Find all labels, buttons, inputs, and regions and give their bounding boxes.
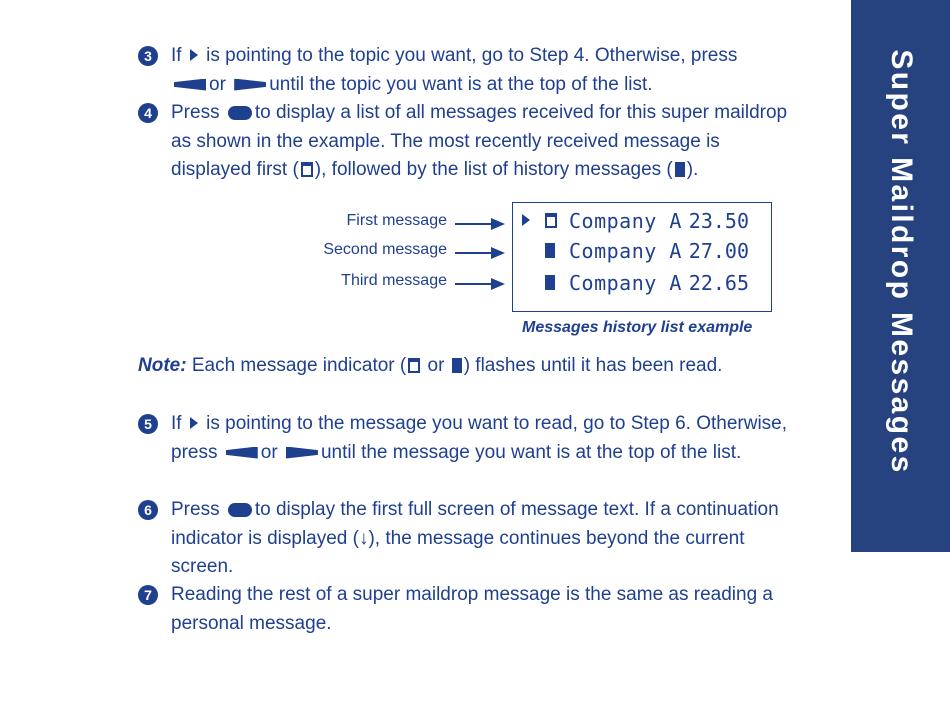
history-message-indicator-icon — [545, 275, 555, 290]
section-title: Super Maildrop Messages — [884, 49, 918, 475]
message-row — [513, 207, 771, 235]
step-text: until the topic you want is at the top of the list. — [269, 73, 653, 95]
example-label-second: Second message — [323, 241, 447, 258]
new-message-indicator-icon — [545, 213, 557, 228]
step-text: until the message you want is at the top of the list. — [320, 441, 742, 463]
select-key-icon — [228, 106, 252, 120]
section-side-tab — [851, 0, 950, 552]
history-message-indicator-icon — [675, 162, 685, 177]
display-screen — [512, 202, 772, 312]
note-text: ) flashes until it has been read. — [463, 355, 723, 376]
step-4 — [138, 99, 801, 185]
arrow-icon — [455, 283, 503, 285]
arrow-icon — [455, 252, 503, 254]
step-number: 5 — [138, 414, 158, 434]
step-number: 6 — [138, 500, 158, 520]
step-5 — [138, 410, 801, 467]
new-message-indicator-icon — [408, 358, 420, 373]
arrow-icon — [455, 223, 503, 225]
step-text: ), followed by the list of history messages ( — [314, 159, 673, 180]
step-text: Press — [171, 102, 225, 123]
step-3 — [138, 42, 801, 99]
note-text: or — [422, 355, 450, 376]
note-label: Note: — [138, 355, 187, 376]
scroll-down-key-icon — [234, 79, 266, 91]
message-row — [513, 269, 771, 297]
pointer-icon — [190, 49, 198, 61]
example-label-third: Third message — [341, 272, 447, 289]
step-text: to display the first full screen of message text. If a continuation indicator is displayed (↓), the message continues beyond the current screen. — [171, 499, 779, 577]
message-value: 22.65 — [688, 271, 749, 295]
step-text: or — [209, 73, 232, 95]
step-text: If — [171, 413, 187, 434]
example-label-first: First message — [346, 212, 447, 229]
cursor-icon — [522, 214, 530, 226]
scroll-up-key-icon — [226, 447, 258, 459]
message-value: 23.50 — [688, 209, 749, 233]
history-message-indicator-icon — [452, 358, 462, 373]
step-text: Press — [171, 499, 225, 520]
figure-caption: Messages history list example — [522, 319, 753, 336]
step-text: is pointing to the topic you want, go to Step 4. Otherwise, press — [200, 45, 738, 66]
scroll-up-key-icon — [174, 79, 206, 91]
note — [138, 355, 722, 377]
step-text: or — [260, 441, 283, 463]
step-7 — [138, 581, 801, 638]
message-sender: Company A — [569, 239, 682, 263]
message-sender: Company A — [569, 271, 682, 295]
step-text: ). — [686, 159, 699, 180]
new-message-indicator-icon — [301, 162, 313, 177]
scroll-down-key-icon — [286, 447, 318, 459]
step-number: 3 — [138, 46, 158, 66]
step-number: 7 — [138, 585, 158, 605]
pointer-icon — [190, 417, 198, 429]
message-value: 27.00 — [688, 239, 749, 263]
step-text: Reading the rest of a super maildrop message is the same as reading a personal message. — [171, 584, 773, 634]
step-text: If — [171, 45, 187, 66]
step-text: is pointing to the message you want to read, go to Step 6. Otherwise, press — [171, 413, 788, 463]
step-text: to display a list of all messages received for this super maildrop as shown in the example. The most recently received message is displayed first ( — [171, 102, 788, 180]
message-sender: Company A — [569, 209, 682, 233]
select-key-icon — [228, 503, 252, 517]
step-6 — [138, 496, 801, 582]
step-number: 4 — [138, 103, 158, 123]
note-text: Each message indicator ( — [186, 355, 407, 376]
message-row — [513, 237, 771, 265]
history-message-indicator-icon — [545, 243, 555, 258]
